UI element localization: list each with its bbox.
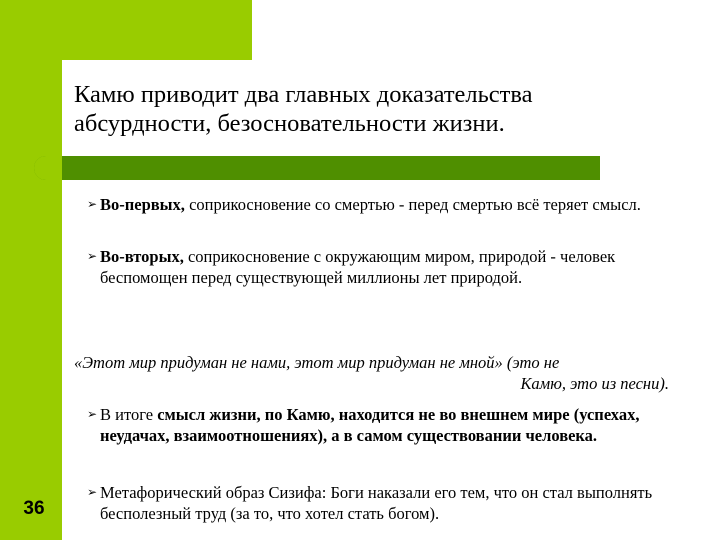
bullet-bold: смысл жизни, по Камю, находится не во внешнем мире (успехах, неудачах, взаимоотношениях), а в самом существовании человека. xyxy=(100,405,640,445)
left-accent-band xyxy=(0,0,62,540)
bullet-item xyxy=(74,246,659,288)
top-accent-block xyxy=(0,0,252,60)
slide-title: Камю приводит два главных доказательства абсурдности, безосновательности жизни. xyxy=(74,81,533,137)
arrow-bullet-icon: ➢ xyxy=(87,249,98,263)
quote-line-1: «Этот мир придуман не нами, этот мир придуман не мной» (это не xyxy=(74,353,560,372)
bullet-text xyxy=(100,194,659,215)
bullet-text xyxy=(100,246,659,288)
bullet-item xyxy=(74,194,659,215)
title-rule-bar xyxy=(34,156,600,180)
page-number: 36 xyxy=(23,498,45,519)
bullet-body: соприкосновение со смертью - перед смертью всё теряет смысл. xyxy=(184,195,641,214)
quote-line-2: Камю, это из песни). xyxy=(520,374,669,393)
bullet-bold: Во-вторых, xyxy=(100,247,184,266)
bullet-text: Метафорический образ Сизифа: Боги наказали его тем, что он стал выполнять бесполезный труд (за то, что хотел стать богом). xyxy=(100,483,653,523)
arrow-bullet-icon: ➢ xyxy=(87,485,98,499)
bullet-body: соприкосновение с окружающим миром, природой - человек беспомощен перед существующей миллионы лет природой. xyxy=(100,247,616,287)
bullet-bold: Во-первых, xyxy=(100,195,185,214)
song-quote xyxy=(74,352,669,394)
bullet-text xyxy=(100,404,659,446)
title-rule-cap xyxy=(34,156,62,180)
arrow-bullet-icon: ➢ xyxy=(87,407,98,421)
bullet-lead: В итоге xyxy=(100,405,158,424)
arrow-bullet-icon: ➢ xyxy=(87,197,98,211)
bullet-item xyxy=(74,404,659,446)
bullet-item xyxy=(74,482,659,524)
